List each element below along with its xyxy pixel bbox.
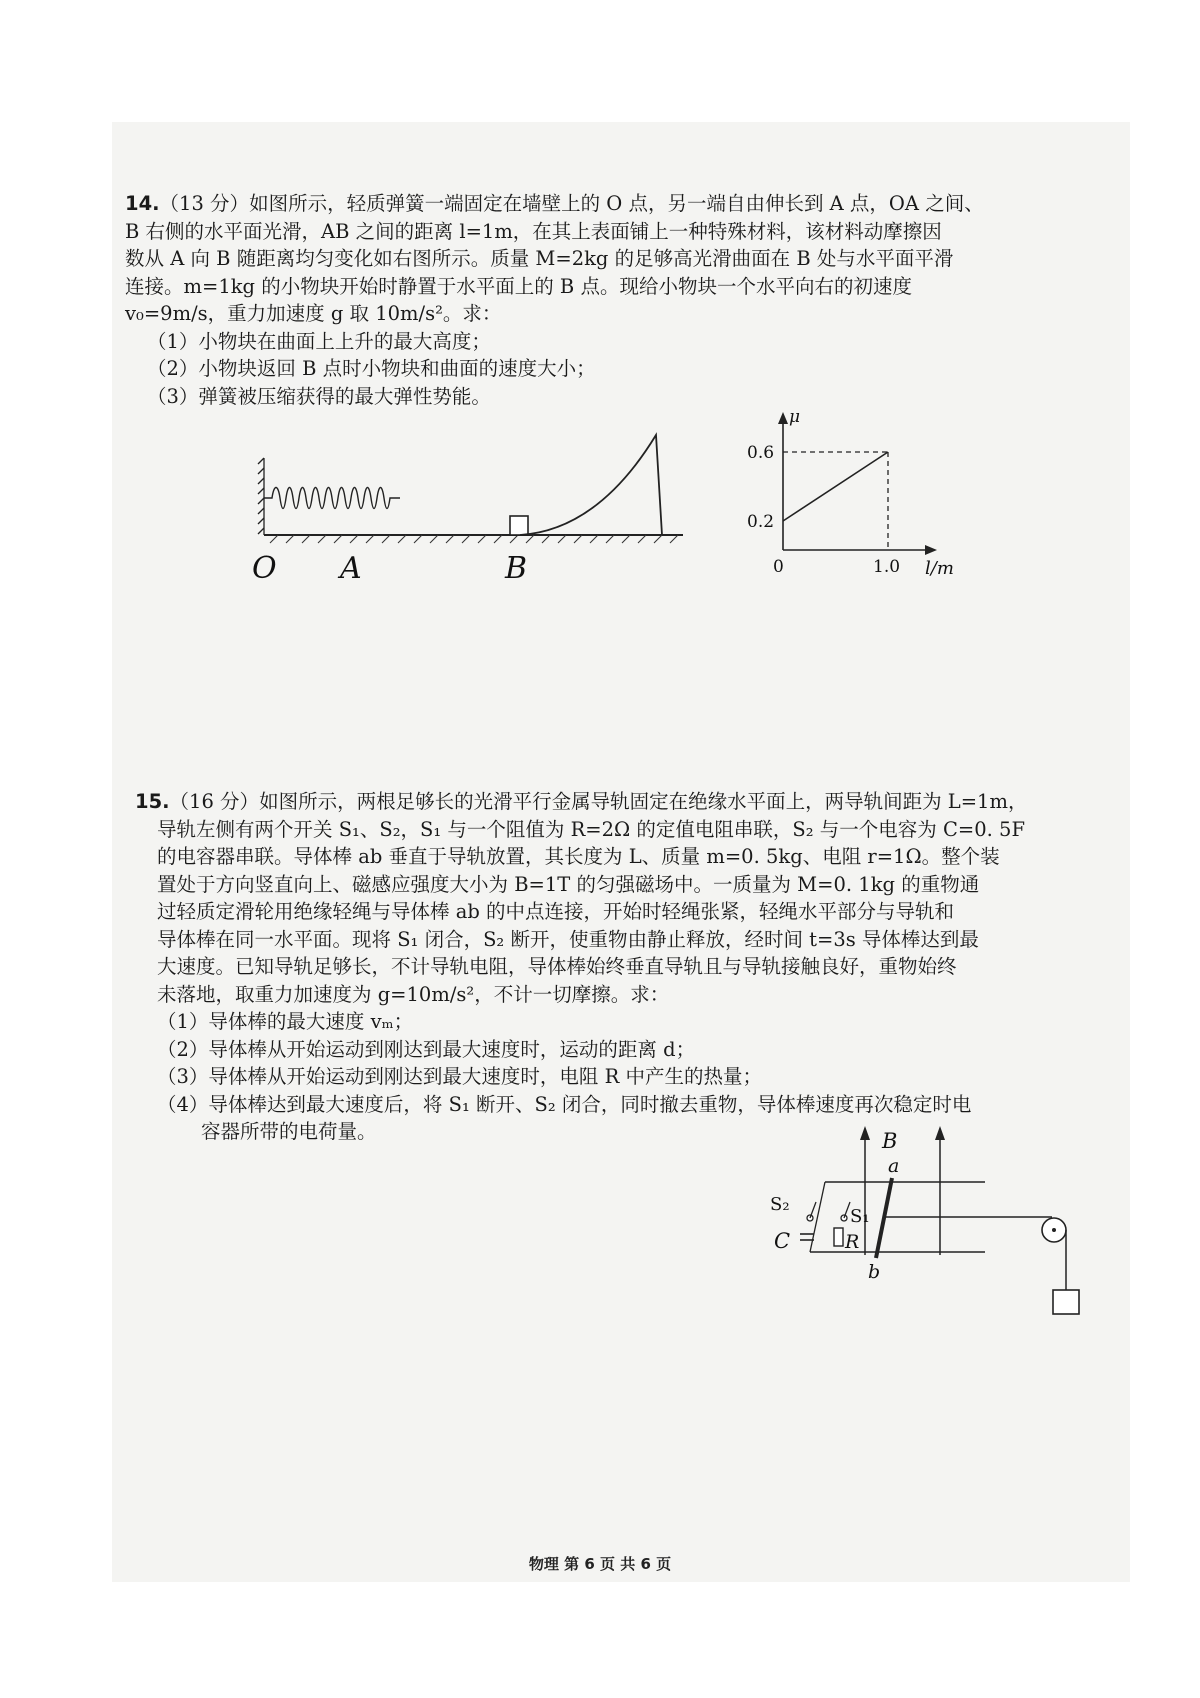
hanging-weight — [1053, 1290, 1079, 1314]
rod-label-a: a — [888, 1155, 900, 1177]
label-A: A — [340, 551, 362, 586]
q15-subquestion-1: （1）导体棒的最大速度 vₘ； — [157, 1010, 414, 1033]
q14-number: 14. — [125, 192, 160, 215]
graph-y-label: μ — [789, 407, 801, 427]
pulley-axle — [1052, 1228, 1056, 1232]
label-O: O — [252, 551, 277, 586]
q14-text-line: B 右侧的水平面光滑，AB 之间的距离 l=1m，在其上表面铺上一种特殊材料，该材料动摩擦因 — [125, 219, 942, 243]
graph-tick-1.0: 1.0 — [873, 557, 901, 577]
question-14 — [125, 190, 1097, 410]
conductor-rod-ab — [876, 1178, 892, 1258]
q15-text-line: 导体棒在同一水平面。现将 S₁ 闭合，S₂ 断开，使重物由静止释放，经时间 t=3s 导体棒达到最 — [157, 927, 979, 951]
graph-line — [783, 452, 888, 521]
switch-S2-lever — [810, 1202, 816, 1218]
question-15 — [135, 788, 1090, 1146]
graph-y-arrow — [778, 412, 788, 424]
q15-text-line: 导轨左侧有两个开关 S₁、S₂，S₁ 与一个阻值为 R=2Ω 的定值电阻串联，S₂ 与一个电容为 C=0. 5F — [157, 817, 1025, 841]
q15-number: 15. — [135, 790, 170, 813]
q15-text-line: 如图所示，两根足够长的光滑平行金属导轨固定在绝缘水平面上，两导轨间距为 L=1m， — [259, 790, 1028, 813]
q14-text-line: 连接。m=1kg 的小物块开始时静置于水平面上的 B 点。现给小物块一个水平向右的初速度 — [125, 274, 912, 298]
curved-surface — [520, 435, 662, 535]
switch-label-S1: S₁ — [850, 1206, 870, 1227]
q14-text-line: 数从 A 向 B 随距离均匀变化如右图所示。质量 M=2kg 的足够高光滑曲面在 B 处与水平面平滑 — [125, 247, 954, 270]
resistor-R — [834, 1228, 843, 1246]
q15-line-1 — [135, 788, 1090, 816]
switch-label-S2: S₂ — [770, 1194, 790, 1215]
q14-text-line: 如图所示，轻质弹簧一端固定在墙壁上的 O 点，另一端自由伸长到 A 点，OA 之间、 — [249, 192, 984, 215]
resistor-label-R: R — [845, 1231, 860, 1253]
field-arrowhead-2 — [935, 1126, 945, 1140]
friction-graph — [745, 407, 970, 595]
graph-x-label: l/m — [925, 558, 954, 579]
q15-subquestion-2: （2）导体棒从开始运动到刚达到最大速度时，运动的距离 d； — [157, 1037, 696, 1061]
q15-text-line: 置处于方向竖直向上、磁感应强度大小为 B=1T 的匀强磁场中。一质量为 M=0. 1kg 的重物通 — [157, 872, 980, 896]
field-arrowhead-1 — [860, 1126, 870, 1140]
spring-coil — [264, 488, 400, 509]
rail-circuit-figure — [770, 1120, 1090, 1340]
spring-track-figure — [252, 440, 713, 590]
q15-points: （16 分） — [169, 790, 260, 813]
q14-subquestion-3: （3）弹簧被压缩获得的最大弹性势能。 — [147, 384, 491, 408]
graph-x-arrow — [925, 545, 937, 555]
graph-origin: 0 — [773, 557, 784, 577]
ground-hatching — [270, 535, 678, 543]
q15-text-line: 过轻质定滑轮用绝缘轻绳与导体棒 ab 的中点连接，开始时轻绳张紧，轻绳水平部分与导轨和 — [157, 900, 955, 923]
capacitor-label-C: C — [774, 1229, 791, 1253]
q15-subquestion-3: （3）导体棒从开始运动到刚达到最大速度时，电阻 R 中产生的热量； — [157, 1065, 762, 1088]
rod-label-b: b — [868, 1261, 881, 1283]
q15-text-line: 大速度。已知导轨足够长，不计导轨电阻，导体棒始终垂直导轨且与导轨接触良好，重物始终 — [157, 955, 957, 978]
q15-text-line: 的电容器串联。导体棒 ab 垂直于导轨放置，其长度为 L、质量 m=0. 5kg、电阻 r=1Ω。整个装 — [157, 845, 1000, 868]
page-footer: 物理 第 6 页 共 6 页 — [528, 1555, 672, 1573]
q14-line-1 — [125, 190, 1097, 218]
small-block — [510, 516, 528, 535]
q14-subquestion-2: （2）小物块返回 B 点时小物块和曲面的速度大小； — [147, 357, 596, 380]
q15-subquestion-4-cont: 容器所带的电荷量。 — [201, 1120, 377, 1143]
graph-tick-0.6: 0.6 — [747, 443, 775, 463]
q14-points: （13 分） — [159, 192, 250, 215]
q15-subquestion-4: （4）导体棒达到最大速度后，将 S₁ 断开、S₂ 闭合，同时撤去重物，导体棒速度再次稳定时电 — [157, 1092, 972, 1116]
q14-text-line: v₀=9m/s，重力加速度 g 取 10m/s²。求： — [125, 302, 502, 325]
q14-subquestion-1: （1）小物块在曲面上上升的最大高度； — [147, 329, 491, 353]
q15-text-line: 未落地，取重力加速度为 g=10m/s²，不计一切摩擦。求： — [157, 982, 670, 1006]
label-B: B — [505, 551, 528, 586]
graph-tick-0.2: 0.2 — [747, 512, 775, 532]
wall-hatching — [258, 458, 264, 535]
field-label-B: B — [882, 1129, 898, 1153]
